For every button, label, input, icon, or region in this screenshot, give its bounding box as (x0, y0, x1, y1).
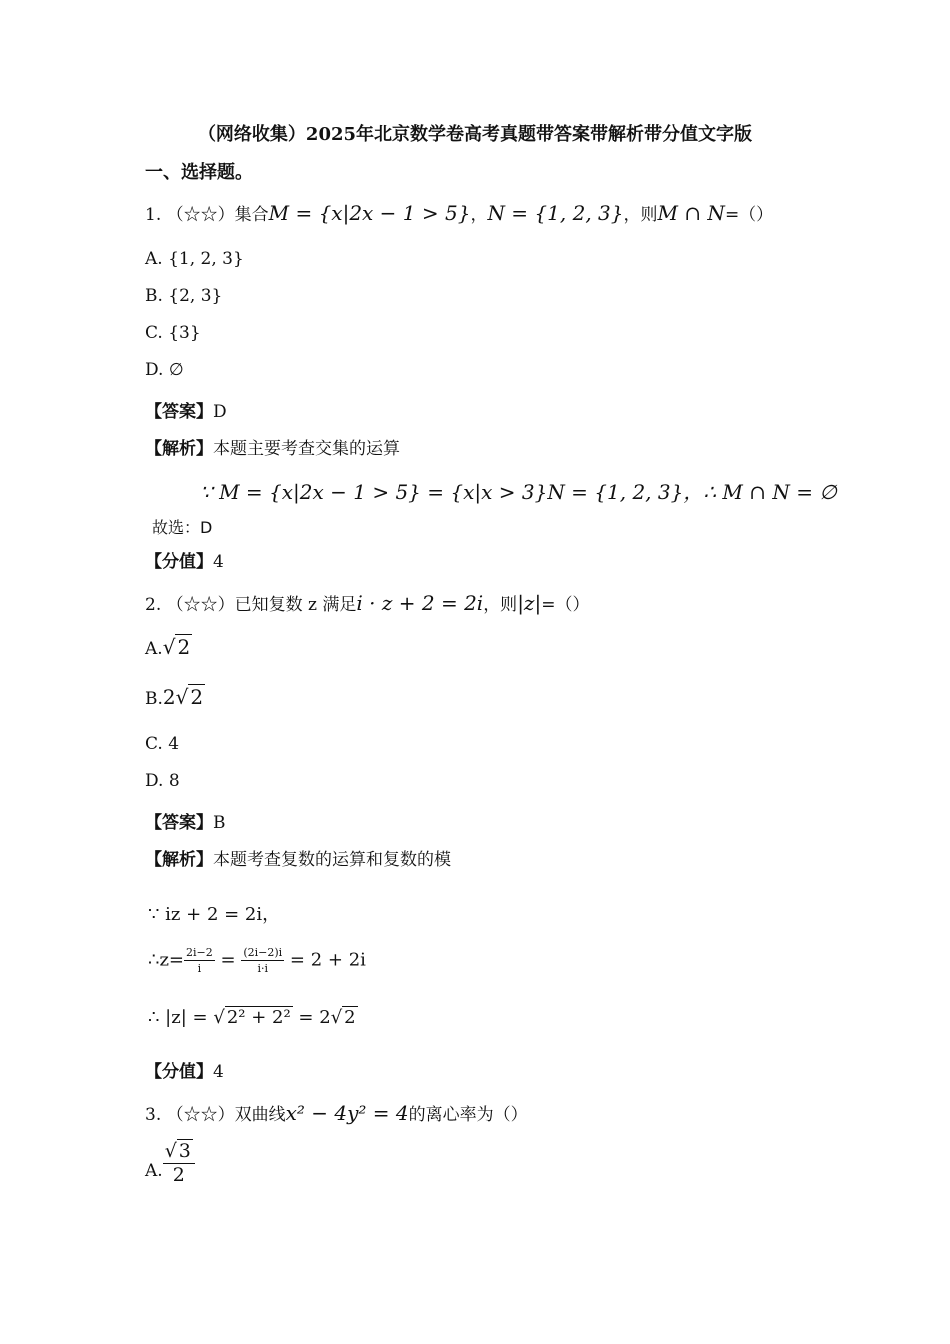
q1-answer-value: D (213, 402, 227, 422)
q2-solution-image (146, 885, 376, 1045)
q1-answer-label: 【答案】 (145, 402, 213, 422)
q3-option-a-frac (163, 1142, 195, 1185)
page-title: （网络收集）2025年北京数学卷高考真题带答案带解析带分值文字版 (197, 124, 753, 145)
q1-set-n: N = {1, 2, 3} (487, 201, 624, 225)
q2-modz: |z| (517, 591, 542, 615)
q1-score-value: 4 (213, 552, 224, 572)
q2-answer-label: 【答案】 (145, 813, 213, 833)
q2-s3-post: = 2 (298, 1007, 331, 1028)
q1-option-c: C. {3} (145, 323, 201, 343)
q1-analysis-text: 本题主要考查交集的运算 (213, 439, 400, 459)
q1-expr: M ∩ N (657, 201, 725, 225)
q1-number: 1. （☆☆）集合 (145, 205, 269, 225)
q2-option-a-sqrt: √ 2 (162, 635, 191, 659)
question-2 (145, 590, 589, 615)
q3-rest: 的离心率为（） (408, 1105, 528, 1125)
q2-s3-sqrt2: √ 2 (330, 1007, 356, 1028)
q2-analysis (145, 845, 451, 870)
q3-number: 3. （☆☆）双曲线 (145, 1105, 286, 1125)
q2-option-a (145, 635, 192, 659)
q2-option-b (145, 685, 205, 709)
q1-solution-line: ∵ M = {x|2x − 1 > 5} = {x|x > 3}N = {1, 2, 3}，∴ M ∩ N = ∅ (200, 480, 837, 504)
q3-equation: x² − 4y² = 4 (285, 1101, 409, 1125)
q1-answer (145, 397, 227, 422)
q2-answer-value: B (213, 813, 226, 833)
q2-s2-frac1-num: 2i−2 (186, 946, 213, 959)
q2-option-a-label: A. (145, 639, 163, 659)
question-3 (145, 1100, 528, 1125)
q2-score (145, 1057, 224, 1082)
q2-number: 2. （☆☆）已知复数 z 满足 (145, 595, 357, 615)
q3-option-a-num: √ 3 (164, 1140, 191, 1162)
q2-s3-radicand2: 2 (344, 1007, 356, 1028)
q2-s2-frac2 (241, 947, 284, 974)
q3-option-a-den: 2 (163, 1163, 195, 1185)
q1-option-d: D. ∅ (145, 360, 184, 380)
q2-option-b-label: B. (145, 689, 163, 709)
q2-s2-frac1 (184, 947, 215, 974)
q3-option-a-label: A. (145, 1161, 163, 1181)
q2-then: ，则 (483, 595, 518, 615)
q2-score-value: 4 (213, 1062, 224, 1082)
q1-set-m: M = {x|2x − 1 > 5} (268, 201, 471, 225)
q2-option-b-sqrt: √ 2 (175, 685, 204, 709)
q2-s2-post: = 2 + 2i (289, 949, 366, 971)
q1-analysis (145, 434, 400, 459)
q2-s2-frac2-num: (2i−2)i (243, 946, 283, 959)
q1-solution-choice: 故选：D (152, 518, 213, 537)
q2-ask: =（） (541, 595, 590, 615)
q1-option-a: A. {1, 2, 3} (145, 249, 244, 269)
q1-solution-image (148, 466, 837, 538)
q3-option-a (145, 1142, 195, 1185)
q1-option-b: B. {2, 3} (145, 286, 223, 306)
q2-option-d: D. 8 (145, 771, 180, 791)
q1-analysis-label: 【解析】 (145, 439, 213, 459)
q2-s3-radicand: 2² + 2² (226, 1007, 291, 1028)
q1-then: ，则 (623, 205, 658, 225)
q2-solution-line-1: ∵ iz + 2 = 2i， (148, 904, 281, 925)
q2-answer (145, 808, 226, 833)
q1-score-label: 【分值】 (145, 552, 213, 572)
q2-analysis-label: 【解析】 (145, 850, 213, 870)
q2-solution-line-2 (148, 947, 366, 974)
q2-s2-frac2-den: i·i (257, 962, 269, 975)
q2-solution-line-3 (148, 1007, 358, 1028)
q1-sep: ， (470, 205, 488, 225)
q2-option-b-radicand: 2 (190, 685, 204, 709)
section-heading: 一、选择题。 (145, 162, 253, 183)
q2-option-a-radicand: 2 (177, 635, 191, 659)
q2-condition: i · z + 2 = 2i (356, 591, 484, 615)
q2-s3-pre: ∴ |z| = (148, 1007, 208, 1028)
q2-s2-frac1-den: i (197, 962, 202, 975)
q2-option-b-coef: 2 (162, 685, 176, 709)
q2-analysis-text: 本题考查复数的运算和复数的模 (213, 850, 451, 870)
q2-score-label: 【分值】 (145, 1062, 213, 1082)
q2-option-c: C. 4 (145, 734, 180, 754)
q2-s2-pre: ∴z= (148, 949, 185, 971)
q1-score (145, 547, 224, 572)
q2-s3-sqrt: √ 2² + 2² (213, 1007, 291, 1028)
q3-option-a-radicand: 3 (178, 1140, 191, 1162)
q1-ask: =（） (724, 205, 774, 225)
question-1 (145, 200, 773, 225)
q2-s2-eq: = (220, 949, 236, 971)
